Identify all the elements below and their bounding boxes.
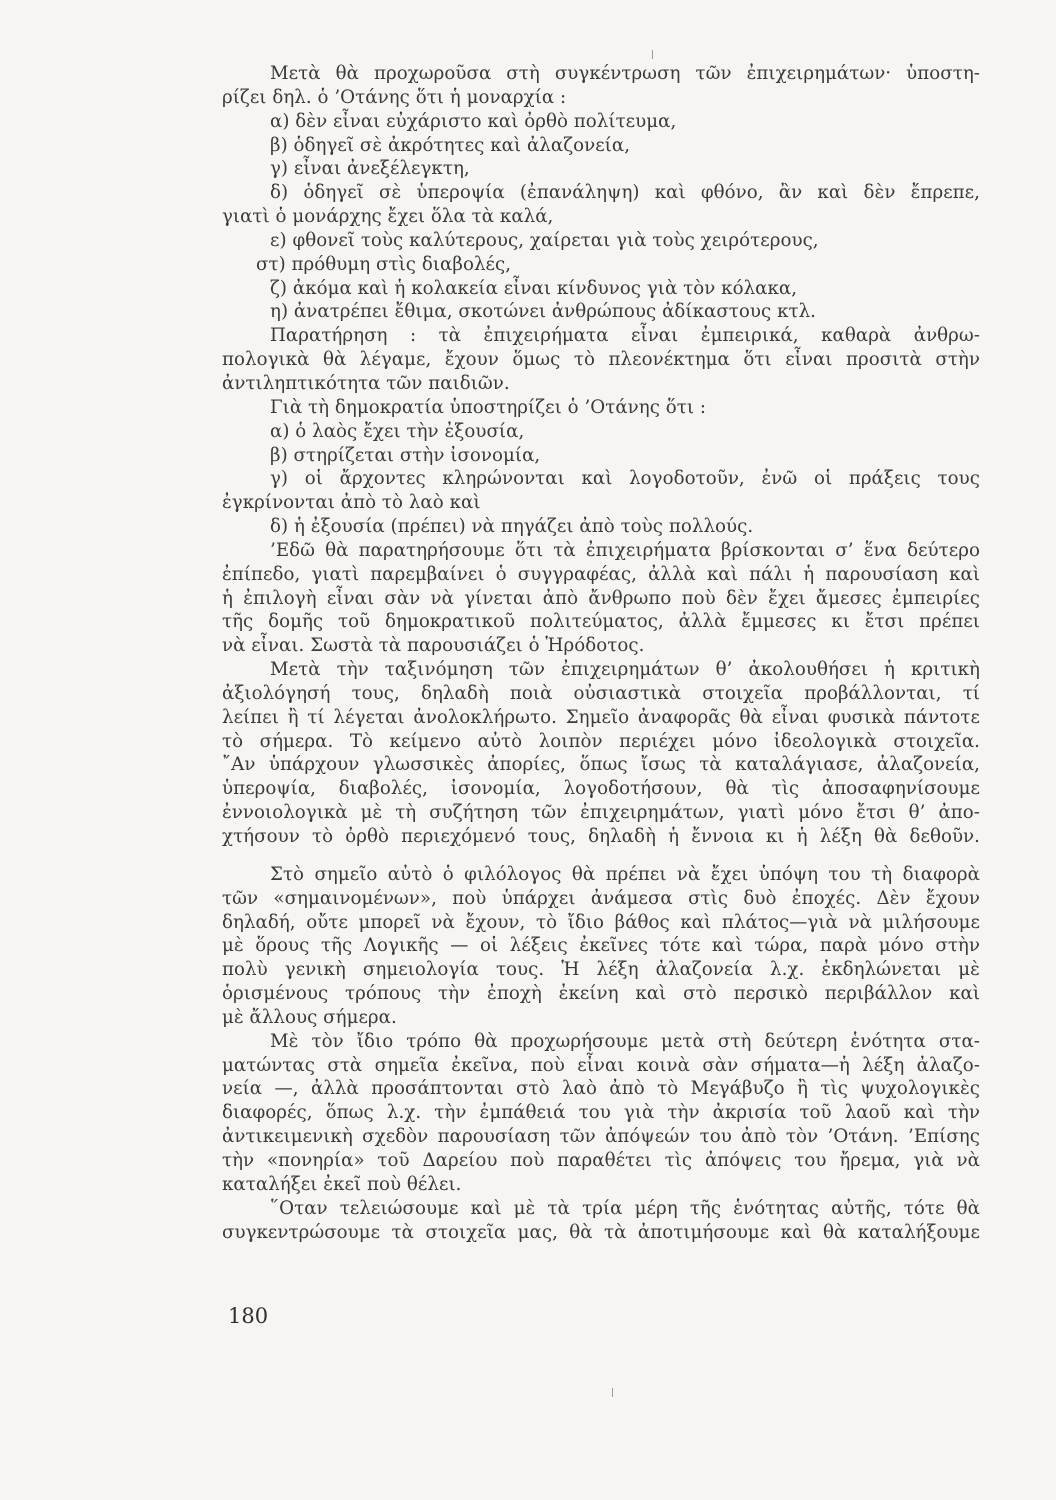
text-line: ’Εδῶ θὰ παρατηρήσουμε ὅτι τὰ ἐπιχειρήματα βρίσκονται σ’ ἕνα δεύτερο: [270, 539, 980, 561]
text-line: β) στηρίζεται στὴν ἰσονομία,: [270, 444, 541, 466]
text-line: διαφορές, ὅπως λ.χ. τὴν ἐμπάθειά του γιὰ τὴν ἀκρισία τοῦ λαοῦ καὶ τὴν: [222, 1102, 980, 1124]
text-line: ῞Οταν τελειώσουμε καὶ μὲ τὰ τρία μέρη τῆς ἑνότητας αὐτῆς, τότε θὰ: [270, 1197, 980, 1219]
text-line: Μετὰ τὴν ταξινόμηση τῶν ἐπιχειρημάτων θ’ ἀκολουθήσει ἡ κριτικὴ: [270, 659, 980, 681]
text-line: δ) ἡ ἐξουσία (πρέπει) νὰ πηγάζει ἀπὸ τοὺς πολλούς.: [270, 516, 754, 538]
text-line: α) δὲν εἶναι εὐχάριστο καὶ ὀρθὸ πολίτευμα,: [270, 110, 677, 132]
scan-mark: [652, 50, 653, 59]
text-line: νὰ εἶναι. Σωστὰ τὰ παρουσιάζει ὁ Ἡρόδοτος.: [222, 635, 645, 657]
text-line: ἡ ἐπιλογὴ εἶναι σὰν νὰ γίνεται ἀπὸ ἄνθρωπο ποὺ δὲν ἔχει ἄμεσες ἐμπειρίες: [222, 587, 980, 609]
text-line: νεία —, ἀλλὰ προσάπτονται στὸ λαὸ ἀπὸ τὸ Μεγάβυζο ἢ τὶς ψυχολογικὲς: [222, 1078, 980, 1100]
text-line: συγκεντρώσουμε τὰ στοιχεῖα μας, θὰ τὰ ἀποτιμήσουμε καὶ θὰ καταλήξουμε: [222, 1221, 980, 1243]
text-line: ὁρισμένους τρόπους τὴν ἐποχὴ ἐκείνη καὶ στὸ περσικὸ περιβάλλον καὶ: [222, 983, 980, 1005]
text-line: ε) φθονεῖ τοὺς καλύτερους, χαίρεται γιὰ τοὺς χειρότερους,: [270, 229, 819, 251]
text-line: ἐγκρίνονται ἀπὸ τὸ λαὸ καὶ: [222, 492, 481, 514]
text-line: Γιὰ τὴ δημοκρατία ὑποστηρίζει ὁ ’Οτάνης ὅτι :: [270, 396, 707, 418]
text-line: ρίζει δηλ. ὁ ’Οτάνης ὅτι ἡ μοναρχία :: [222, 86, 567, 108]
scan-mark: [612, 1388, 613, 1397]
text-line: δηλαδή, οὔτε μπορεῖ νὰ ἔχουν, τὸ ἴδιο βάθος καὶ πλάτος—γιὰ νὰ μιλήσουμε: [222, 911, 980, 933]
text-line: α) ὁ λαὸς ἔχει τὴν ἐξουσία,: [270, 420, 525, 442]
text-line: πολὺ γενικὴ σημειολογία τους. Ἡ λέξη ἀλαζονεία λ.χ. ἐκδηλώνεται μὲ: [222, 959, 980, 981]
text-line: γ) οἱ ἄρχοντες κληρώνονται καὶ λογοδοτοῦν, ἐνῶ οἱ πράξεις τους: [270, 468, 980, 490]
text-line: ἀξιολόγησή τους, δηλαδὴ ποιὰ οὐσιαστικὰ στοιχεῖα προβάλλονται, τί: [222, 682, 980, 704]
text-line: γιατὶ ὁ μονάρχης ἔχει ὅλα τὰ καλά,: [222, 206, 554, 228]
text-line: ματώντας στὰ σημεῖα ἐκεῖνα, ποὺ εἶναι κοινὰ σὰν σήματα—ἡ λέξη ἀλαζο-: [222, 1054, 980, 1076]
text-line: τῆς δομῆς τοῦ δημοκρατικοῦ πολιτεύματος, ἀλλὰ ἔμμεσες κι ἔτσι πρέπει: [222, 611, 980, 633]
text-line: τὸ σήμερα. Τὸ κείμενο αὐτὸ λοιπὸν περιέχει μόνο ἰδεολογικὰ στοιχεῖα.: [222, 730, 980, 752]
text-line: ἀντιληπτικότητα τῶν παιδιῶν.: [222, 372, 510, 394]
text-line: ἐπίπεδο, γιατὶ παρεμβαίνει ὁ συγγραφέας, ἀλλὰ καὶ πάλι ἡ παρουσίαση καὶ: [222, 563, 980, 585]
text-line: ἀντικειμενικὴ σχεδὸν παρουσίαση τῶν ἀπόψεών του ἀπὸ τὸν ’Οτάνη. ’Επίσης: [222, 1126, 980, 1148]
text-line: τῶν «σημαινομένων», ποὺ ὑπάρχει ἀνάμεσα στὶς δυὸ ἐποχές. Δὲν ἔχουν: [222, 887, 980, 909]
text-line: χτήσουν τὸ ὀρθὸ περιεχόμενό τους, δηλαδὴ ἡ ἔννοια κι ἡ λέξη θὰ δεθοῦν.: [222, 826, 980, 847]
text-line: μὲ ὅρους τῆς Λογικῆς — οἱ λέξεις ἐκεῖνες τότε καὶ τώρα, παρὰ μόνο στὴν: [222, 935, 980, 957]
page-body-text: [222, 62, 980, 1244]
page-number: 180: [228, 1304, 269, 1328]
text-line: Στὸ σημεῖο αὐτὸ ὁ φιλόλογος θὰ πρέπει νὰ ἔχει ὑπόψη του τὴ διαφορὰ: [270, 863, 980, 885]
text-line: μὲ ἄλλους σήμερα.: [222, 1006, 397, 1028]
text-line: καταλήξει ἐκεῖ ποὺ θέλει.: [222, 1173, 462, 1195]
text-line: Μετὰ θὰ προχωροῦσα στὴ συγκέντρωση τῶν ἐπιχειρημάτων· ὑποστη-: [270, 63, 980, 84]
text-line: η) ἀνατρέπει ἔθιμα, σκοτώνει ἀνθρώπους ἀδίκαστους κτλ.: [270, 301, 817, 323]
text-line: ἐννοιολογικὰ μὲ τὴ συζήτηση τῶν ἐπιχειρημάτων, γιατὶ μόνο ἔτσι θ’ ἀπο-: [222, 802, 980, 824]
text-line: ῎Αν ὑπάρχουν γλωσσικὲς ἀπορίες, ὅπως ἴσως τὰ καταλάγιασε, ἀλαζονεία,: [222, 754, 980, 776]
text-line: γ) εἶναι ἀνεξέλεγκτη,: [270, 158, 470, 180]
paragraph-gap: [222, 849, 980, 863]
text-line: β) ὁδηγεῖ σὲ ἀκρότητες καὶ ἀλαζονεία,: [270, 134, 631, 156]
text-line: τὴν «πονηρία» τοῦ Δαρείου ποὺ παραθέτει τὶς ἀπόψεις του ἤρεμα, γιὰ νὰ: [222, 1149, 980, 1171]
text-line: λείπει ἢ τί λέγεται ἀνολοκλήρωτο. Σημεῖο ἀναφορᾶς θὰ εἶναι φυσικὰ πάντοτε: [222, 706, 980, 728]
text-line: πολογικὰ θὰ λέγαμε, ἔχουν ὅμως τὸ πλεονέκτημα ὅτι εἶναι προσιτὰ στὴν: [222, 349, 980, 371]
text-line: Παρατήρηση : τὰ ἐπιχειρήματα εἶναι ἐμπειρικά, καθαρὰ ἀνθρω-: [270, 325, 980, 347]
text-line: ζ) ἀκόμα καὶ ἡ κολακεία εἶναι κίνδυνος γιὰ τὸν κόλακα,: [270, 277, 798, 299]
text-line: Μὲ τὸν ἴδιο τρόπο θὰ προχωρήσουμε μετὰ στὴ δεύτερη ἑνότητα στα-: [270, 1030, 980, 1052]
text-line: ὑπεροψία, διαβολές, ἰσονομία, λογοδοτήσουν, θὰ τὶς ἀποσαφηνίσουμε: [222, 778, 980, 800]
text-line: δ) ὁδηγεῖ σὲ ὑπεροψία (ἐπανάληψη) καὶ φθόνο, ἂν καὶ δὲν ἔπρεπε,: [270, 182, 980, 204]
text-line: στ) πρόθυμη στὶς διαβολές,: [256, 253, 512, 275]
